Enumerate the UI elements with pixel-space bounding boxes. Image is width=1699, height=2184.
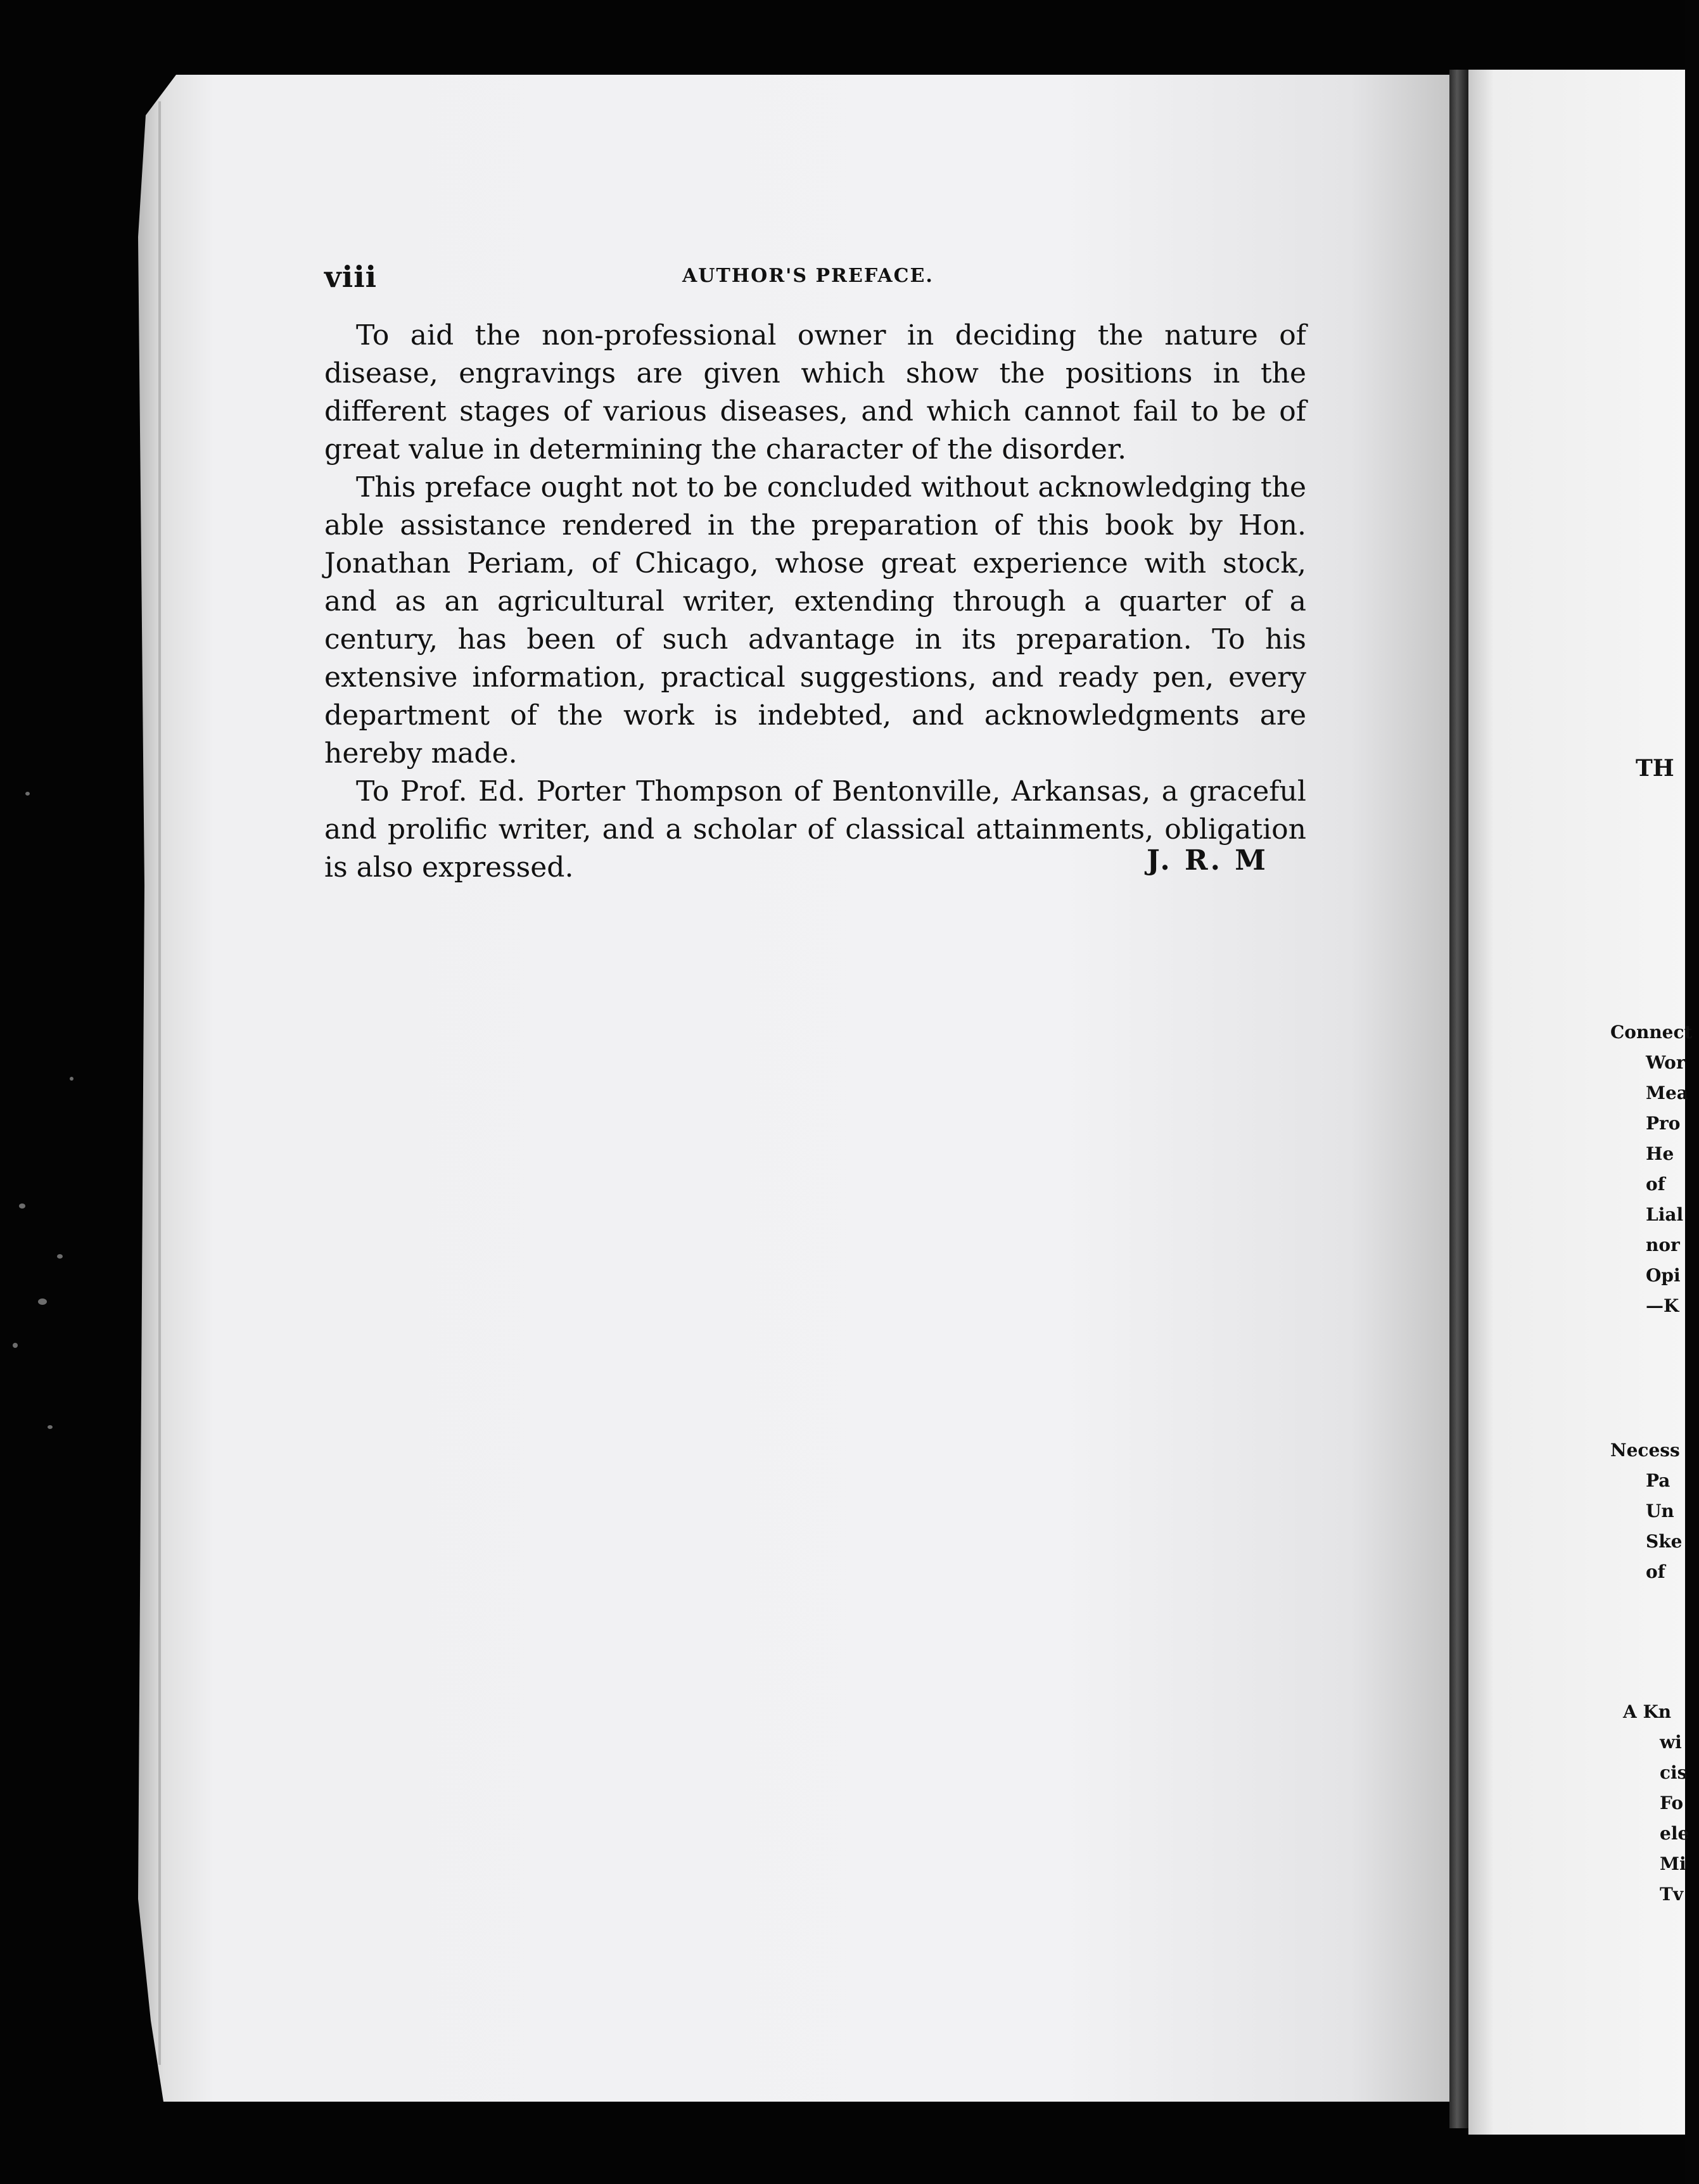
right-page-line: nor [1646, 1235, 1680, 1255]
right-page-heading-fragment: TH [1636, 755, 1674, 782]
dust-speckle [25, 792, 30, 796]
right-page-line: Mi [1660, 1853, 1686, 1874]
running-title: AUTHOR'S PREFACE. [682, 265, 934, 287]
dust-speckle [57, 1254, 63, 1259]
right-page-line: Wor [1646, 1052, 1686, 1073]
page-number: viii [324, 260, 378, 294]
right-page-line: Connect [1610, 1022, 1693, 1043]
right-page-line: Fo [1660, 1793, 1684, 1813]
right-page-line: —K [1646, 1295, 1679, 1316]
right-page-line: He [1646, 1143, 1674, 1164]
right-page-line: Un [1646, 1501, 1674, 1521]
author-initials: J. R. M [1147, 844, 1268, 877]
paragraph: To aid the non-professional owner in deciding the nature of disease, engravings are given which show the positions in the different stages of various diseases, and which cannot fail to be of great value in determining the character of the disorder. [324, 319, 1306, 466]
dust-speckle [48, 1425, 53, 1429]
right-page-line: wi [1660, 1732, 1682, 1753]
right-page-line: A Kn [1623, 1701, 1672, 1722]
running-head [324, 260, 1313, 298]
paragraph: This preface ought not to be concluded without acknowledging the able assistance rendered in the preparation of this book by Hon. Jonathan Periam, of Chicago, whose great experience with stock, and as an agricultural writer, extending through a quarter of a century, has been of such advantage in its preparation. To his extensive information, practical suggestions, and ready pen, every department of the work is indebted, and acknowledgments are hereby made. [324, 471, 1306, 770]
right-page-line: Lial [1646, 1204, 1684, 1225]
right-page-line: Opi [1646, 1265, 1681, 1286]
right-page-line: of [1646, 1561, 1665, 1582]
right-page-line: ele [1660, 1823, 1689, 1844]
right-page-line: cis [1660, 1762, 1688, 1783]
right-page-line: Mea [1646, 1082, 1688, 1103]
dust-speckle [38, 1298, 47, 1305]
right-page-line: of [1646, 1174, 1665, 1195]
dust-speckle [70, 1077, 73, 1081]
right-page-line: Necess [1610, 1440, 1680, 1461]
preface-body [324, 317, 1306, 887]
book-gutter [1449, 70, 1468, 2128]
right-page-line: Tv [1660, 1884, 1684, 1905]
paragraph: To Prof. Ed. Porter Thompson of Bentonville, Arkansas, a graceful and prolific writer, and a scholar of classical attainments, obligation is also expressed. [324, 775, 1306, 884]
right-page-line: Pa [1646, 1470, 1670, 1491]
dust-speckle [13, 1343, 18, 1348]
right-page-line: Pro [1646, 1113, 1681, 1134]
page-edge-line [158, 101, 161, 2065]
dust-speckle [19, 1203, 25, 1209]
right-page-line: Ske [1646, 1531, 1683, 1552]
